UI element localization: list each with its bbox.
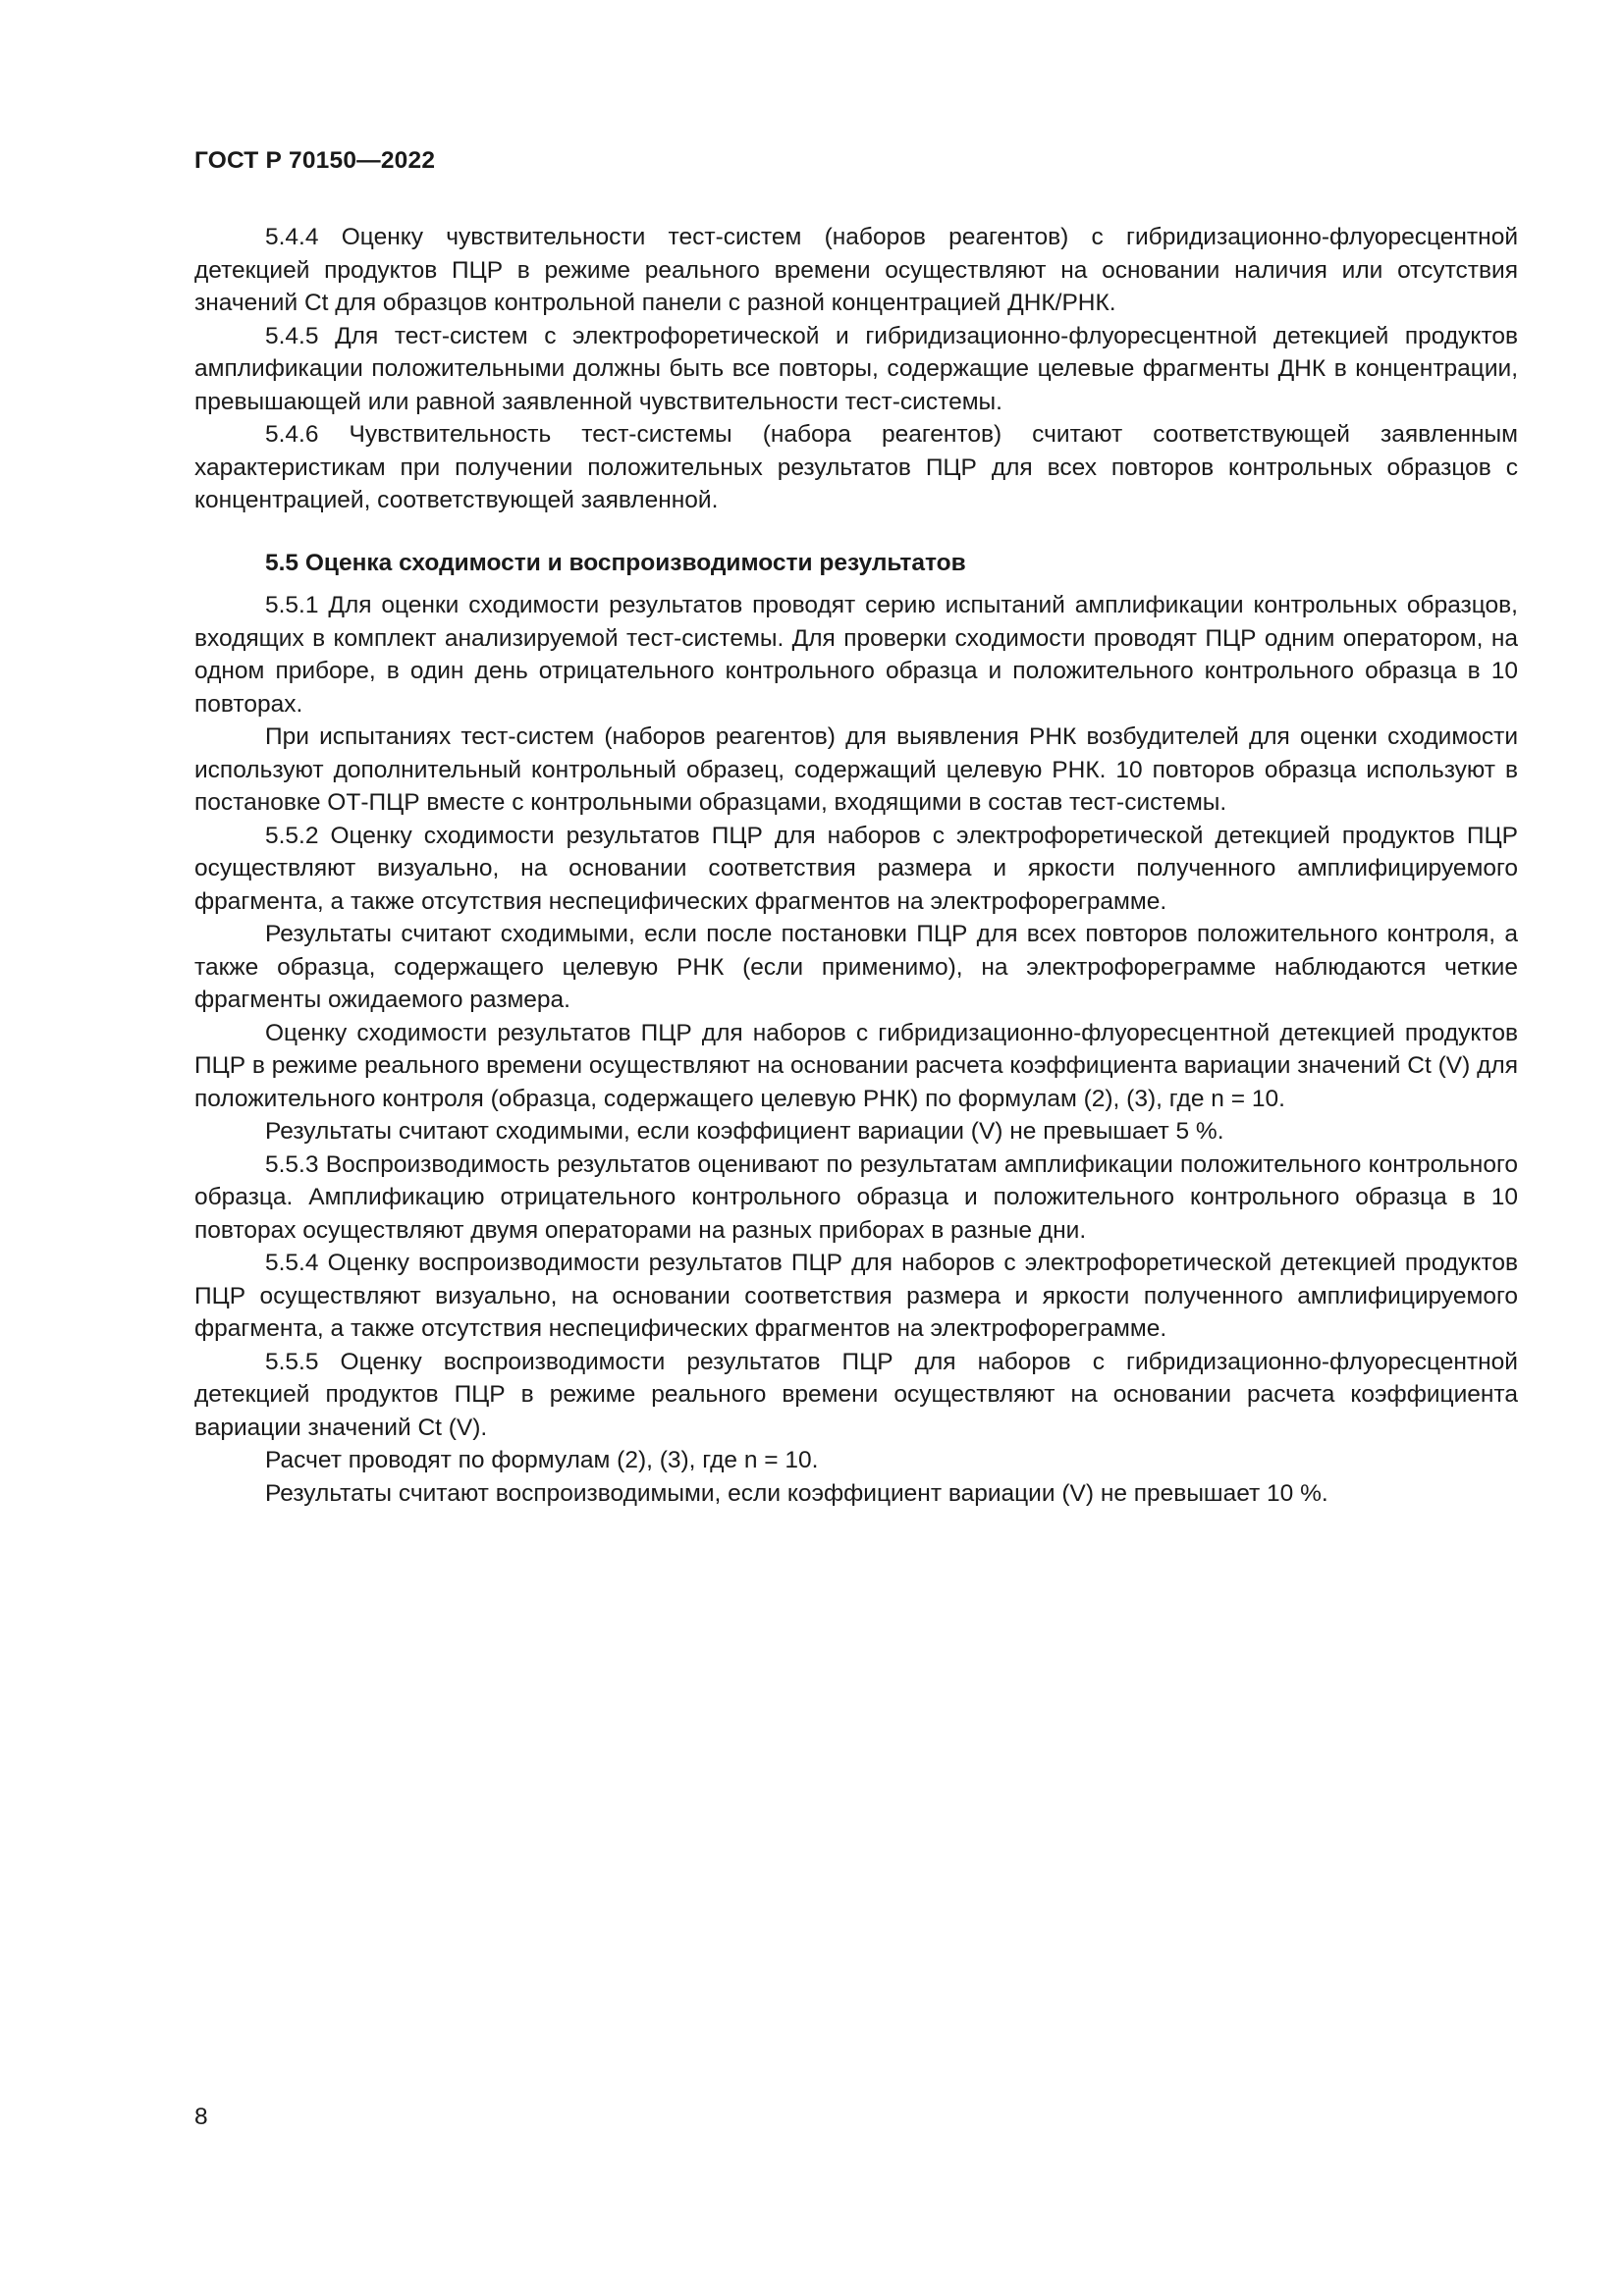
paragraph-5-5-1: 5.5.1 Для оценки сходимости результатов проводят серию испытаний амплификации контрольных образцов, входящих в комплект анализируемой тест-системы. Для проверки сходимости проводят ПЦР одним оператором, на одном приборе, в один день отрицательного контрольного образца и положительного контрольного образца в 10 повторах. bbox=[194, 592, 1518, 718]
standard-header: ГОСТ Р 70150—2022 bbox=[194, 147, 436, 174]
document-body bbox=[194, 221, 1518, 1510]
paragraph-5-4-6: 5.4.6 Чувствительность тест-системы (набора реагентов) считают соответствующей заявленным характеристикам при получении положительных результатов ПЦР для всех повторов контрольных образцов с концентрацией, соответствующей заявленной. bbox=[194, 421, 1518, 513]
paragraph-5-5-1-rna: При испытаниях тест-систем (наборов реагентов) для выявления РНК возбудителей для оценки сходимости используют дополнительный контрольный образец, содержащий целевую РНК. 10 повторов образца используют в постановке ОТ-ПЦР вместе с контрольными образцами, входящими в состав тест-системы. bbox=[194, 723, 1518, 816]
paragraph-5-5-2-results: Результаты считают сходимыми, если после постановки ПЦР для всех повторов положительного контроля, а также образца, содержащего целевую РНК (если применимо), на электрофореграмме наблюдаются четкие фрагменты ожидаемого размера. bbox=[194, 921, 1518, 1013]
paragraph-5-5-5: 5.5.5 Оценку воспроизводимости результатов ПЦР для наборов с гибридизационно-флуоресцентной детекцией продуктов ПЦР в режиме реального времени осуществляют на основании расчета коэффициента вариации значений Ct (V). bbox=[194, 1348, 1518, 1441]
paragraph-5-5-5-criterion: Результаты считают воспроизводимыми, если коэффициент вариации (V) не превышает 10 %. bbox=[265, 1479, 1328, 1507]
section-5-5-title: 5.5 Оценка сходимости и воспроизводимости результатов bbox=[265, 549, 966, 576]
paragraph-5-5-3: 5.5.3 Воспроизводимость результатов оценивают по результатам амплификации положительного контрольного образца. Амплификацию отрицательного контрольного образца и положительного контрольного образца в 10 повторах осуществляют двумя операторами на разных приборах в разные дни. bbox=[194, 1150, 1518, 1244]
paragraph-5-5-2-realtime: Оценку сходимости результатов ПЦР для наборов с гибридизационно-флуоресцентной детекцией продуктов ПЦР в режиме реального времени осуществляют на основании расчета коэффициента вариации значений Ct (V) для положительного контроля (образца, содержащего целевую РНК) по формулам (2), (3), где n = 10. bbox=[194, 1019, 1518, 1112]
paragraph-5-5-2: 5.5.2 Оценку сходимости результатов ПЦР для наборов с электрофоретической детекцией продуктов ПЦР осуществляют визуально, на основании соответствия размера и яркости полученного амплифицируемого фрагмента, а также отсутствия неспецифических фрагментов на электрофореграмме. bbox=[194, 822, 1518, 915]
paragraph-5-5-5-formula: Расчет проводят по формулам (2), (3), где n = 10. bbox=[265, 1447, 819, 1473]
paragraph-5-5-4: 5.5.4 Оценку воспроизводимости результатов ПЦР для наборов с электрофоретической детекцией продуктов ПЦР осуществляют визуально, на основании соответствия размера и яркости полученного амплифицируемого фрагмента, а также отсутствия неспецифических фрагментов на электрофореграмме. bbox=[194, 1250, 1518, 1342]
paragraph-5-4-4: 5.4.4 Оценку чувствительности тест-систем (наборов реагентов) с гибридизационно-флуоресцентной детекцией продуктов ПЦР в режиме реального времени осуществляют на основании наличия или отсутствия значений Ct для образцов контрольной панели с разной концентрацией ДНК/РНК. bbox=[194, 224, 1518, 316]
paragraph-5-4-5: 5.4.5 Для тест-систем с электрофоретической и гибридизационно-флуоресцентной детекцией продуктов амплификации положительными должны быть все повторы, содержащие целевые фрагменты ДНК в концентрации, превышающей или равной заявленной чувствительности тест-системы. bbox=[194, 322, 1518, 415]
page-number: 8 bbox=[194, 2104, 208, 2130]
paragraph-5-5-2-criterion: Результаты считают сходимыми, если коэффициент вариации (V) не превышает 5 %. bbox=[265, 1118, 1224, 1145]
